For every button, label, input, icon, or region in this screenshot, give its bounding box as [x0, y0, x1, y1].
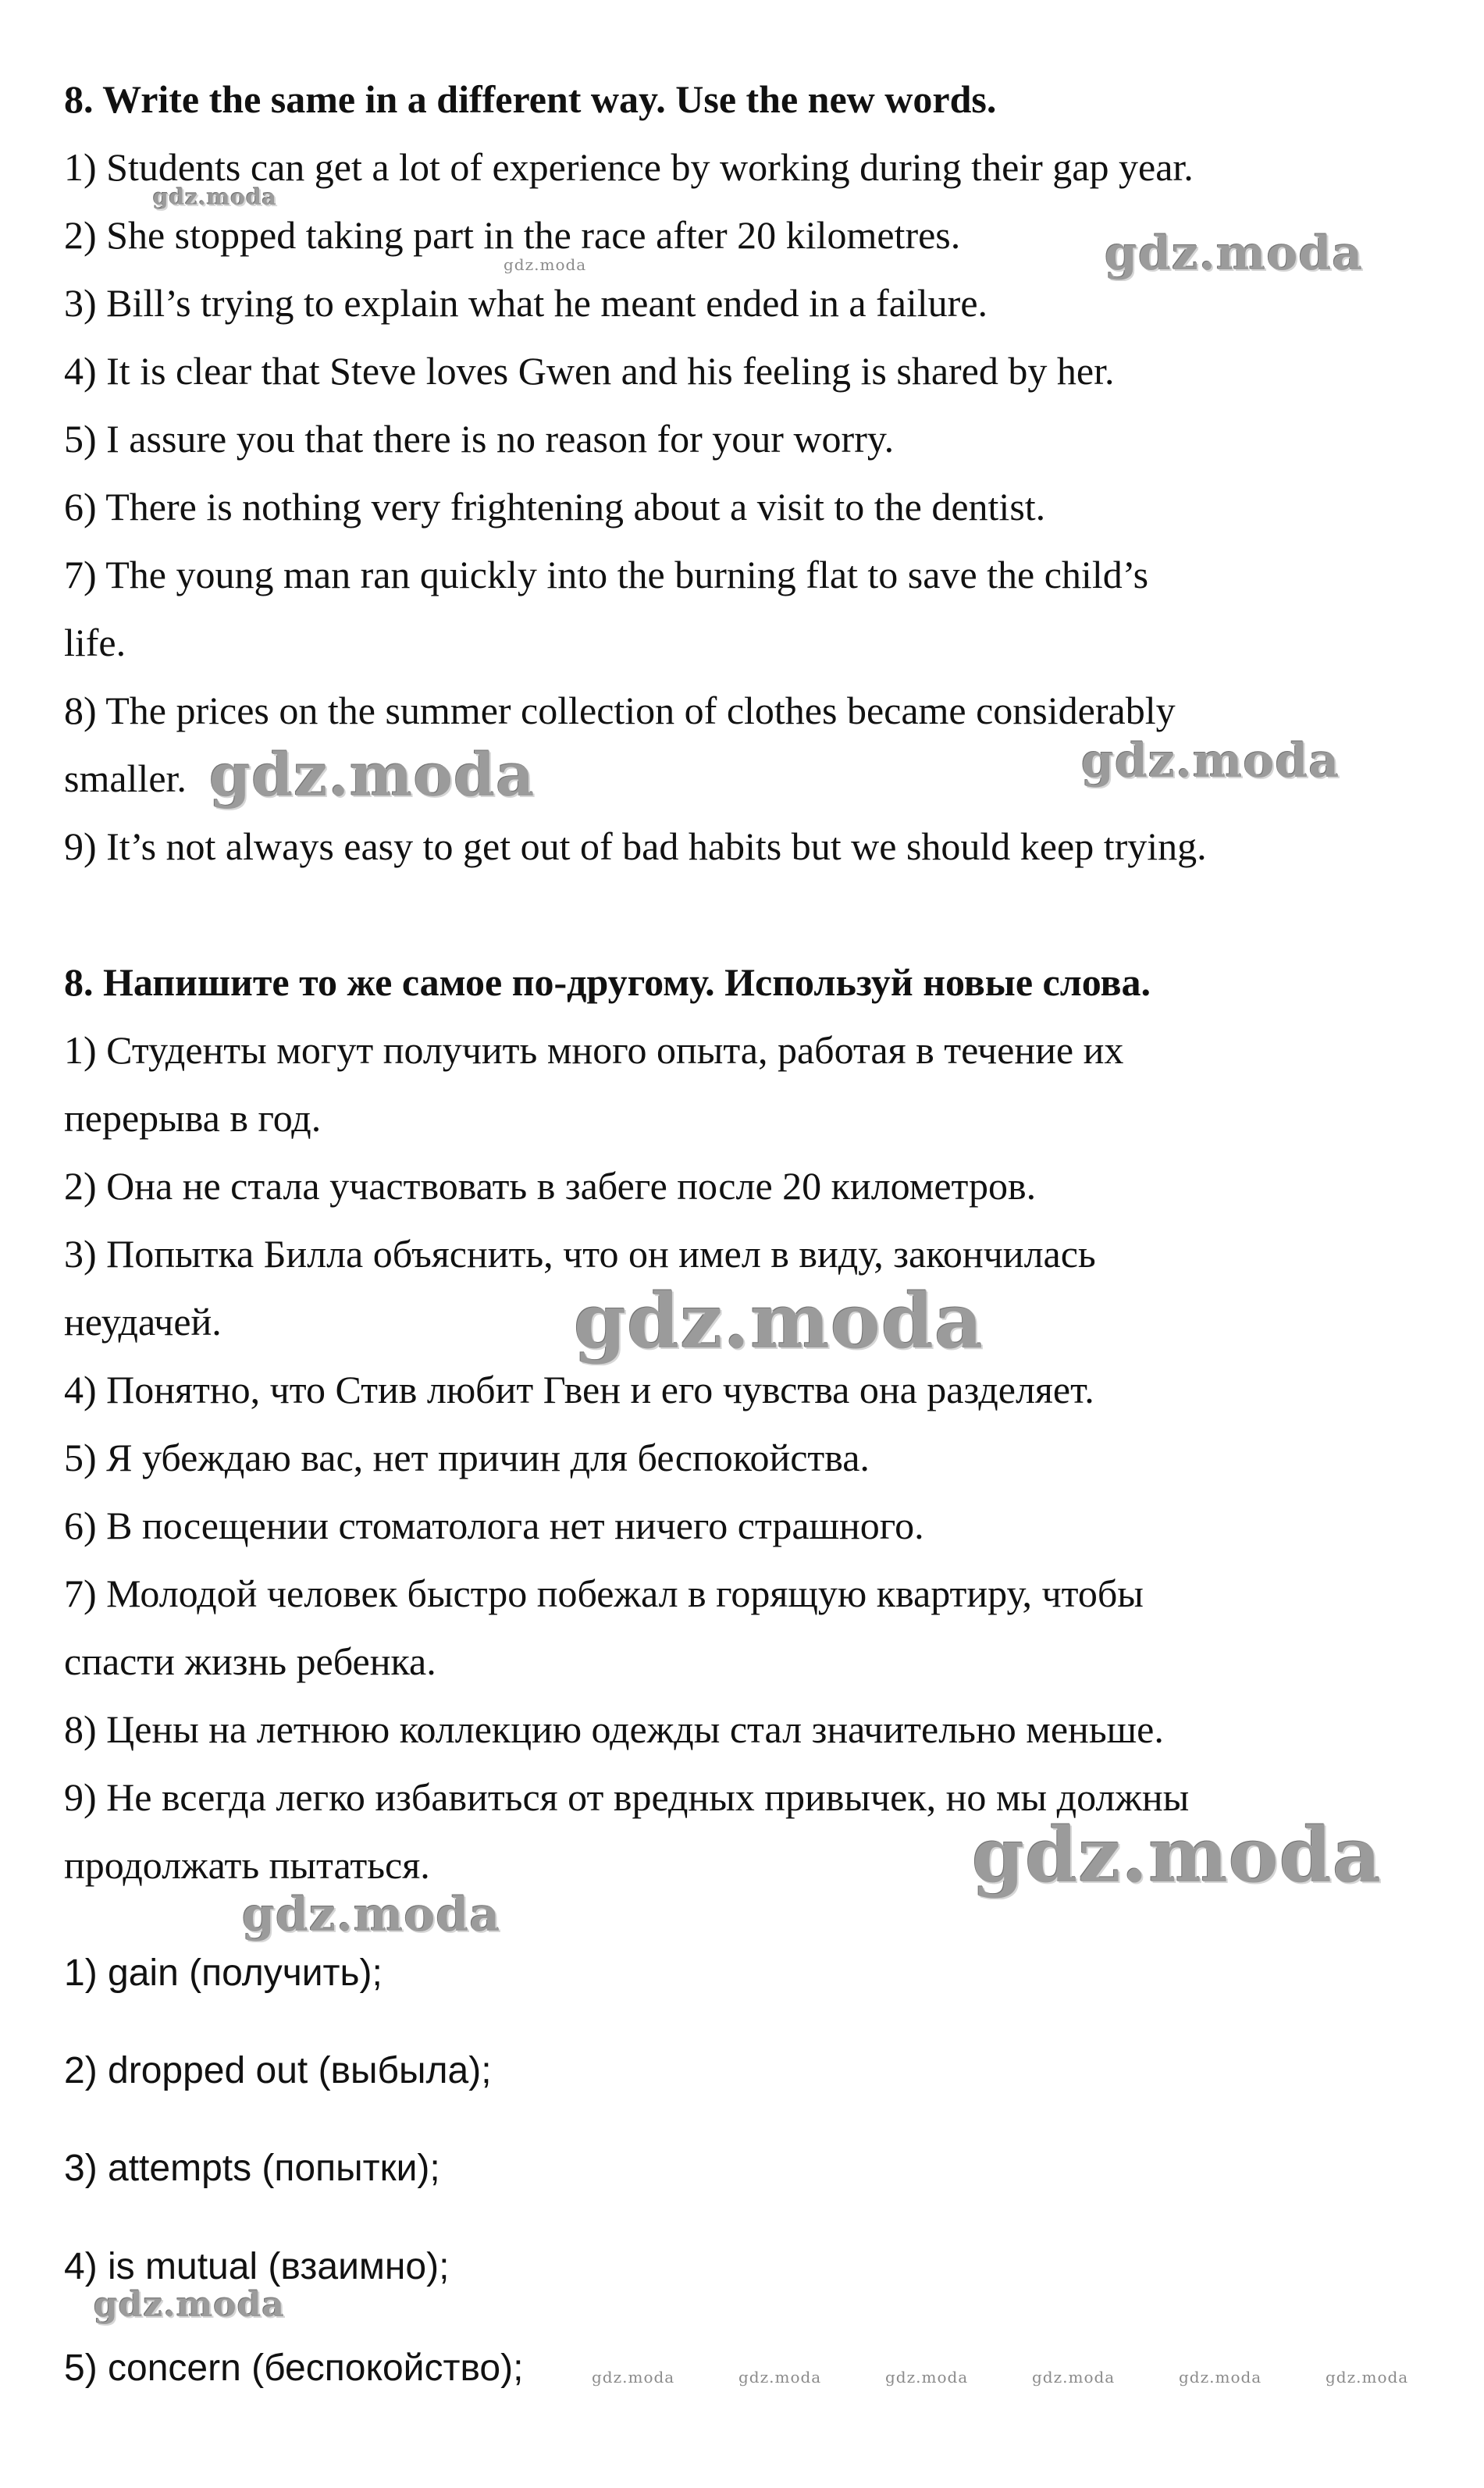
russian-line-7-cont: спасти жизнь ребенка.: [64, 1639, 436, 1683]
watermark: gdz.moda: [738, 2368, 822, 2387]
exercise-heading-russian: 8. Напишите то же самое по-другому. Используй новые слова.: [64, 960, 1151, 1004]
watermark: gdz.moda: [574, 1277, 984, 1365]
watermark: gdz.moda: [1179, 2368, 1262, 2387]
english-line-9: 9) It’s not always easy to get out of bad habits but we should keep trying.: [64, 824, 1207, 868]
russian-line-3-cont: неудачей.: [64, 1300, 222, 1344]
russian-line-9-cont: продолжать пытаться.: [64, 1843, 430, 1887]
english-line-5: 5) I assure you that there is no reason for your worry.: [64, 417, 895, 461]
russian-line-2: 2) Она не стала участвовать в забеге после 20 километров.: [64, 1164, 1037, 1208]
russian-line-8: 8) Цены на летнюю коллекцию одежды стал значительно меньше.: [64, 1707, 1164, 1751]
english-line-6: 6) There is nothing very frightening about a visit to the dentist.: [64, 485, 1046, 529]
russian-line-9: 9) Не всегда легко избавиться от вредных привычек, но мы должны: [64, 1775, 1190, 1819]
watermark: gdz.moda: [242, 1888, 501, 1942]
watermark: gdz.moda: [972, 1811, 1383, 1899]
watermark: gdz.moda: [1326, 2368, 1409, 2387]
russian-line-1-cont: перерыва в год.: [64, 1096, 322, 1140]
answer-item-4: 4) is mutual (взаимно);: [64, 2246, 450, 2287]
watermark: gdz.moda: [94, 2285, 286, 2325]
russian-line-5: 5) Я убеждаю вас, нет причин для беспокойства.: [64, 1436, 870, 1479]
answer-item-2: 2) dropped out (выбыла);: [64, 2050, 492, 2091]
russian-line-7: 7) Молодой человек быстро побежал в горящую квартиру, чтобы: [64, 1571, 1144, 1615]
russian-line-4: 4) Понятно, что Стив любит Гвен и его чувства она разделяет.: [64, 1368, 1094, 1411]
watermark: gdz.moda: [504, 255, 587, 274]
watermark: gdz.moda: [1032, 2368, 1116, 2387]
russian-line-1: 1) Студенты могут получить много опыта, работая в течение их: [64, 1028, 1124, 1072]
watermark: gdz.moda: [209, 740, 536, 810]
answer-item-5: 5) concern (беспокойство);: [64, 2347, 524, 2389]
watermark: gdz.moda: [885, 2368, 969, 2387]
exercise-heading-english: 8. Write the same in a different way. Use the new words.: [64, 77, 997, 121]
english-line-1: 1) Students can get a lot of experience by working during their gap year.: [64, 145, 1194, 189]
english-line-7: 7) The young man ran quickly into the burning flat to save the child’s: [64, 553, 1149, 596]
english-line-8: 8) The prices on the summer collection of clothes became considerably: [64, 689, 1176, 732]
english-line-7-cont: life.: [64, 621, 126, 664]
english-line-8-cont: smaller.: [64, 756, 187, 800]
watermark: gdz.moda: [592, 2368, 675, 2387]
english-line-4: 4) It is clear that Steve loves Gwen and his feeling is shared by her.: [64, 349, 1115, 393]
answer-item-3: 3) attempts (попытки);: [64, 2148, 440, 2189]
watermark: gdz.moda: [1081, 734, 1340, 788]
english-line-3: 3) Bill’s trying to explain what he meant ended in a failure.: [64, 281, 988, 325]
russian-line-6: 6) В посещении стоматолога нет ничего страшного.: [64, 1504, 924, 1547]
english-line-2: 2) She stopped taking part in the race after 20 kilometres.: [64, 213, 961, 257]
russian-line-3: 3) Попытка Билла объяснить, что он имел в виду, закончилась: [64, 1232, 1096, 1276]
watermark: gdz.moda: [153, 184, 277, 210]
watermark: gdz.moda: [1105, 226, 1364, 281]
answer-item-1: 1) gain (получить);: [64, 1952, 383, 1994]
